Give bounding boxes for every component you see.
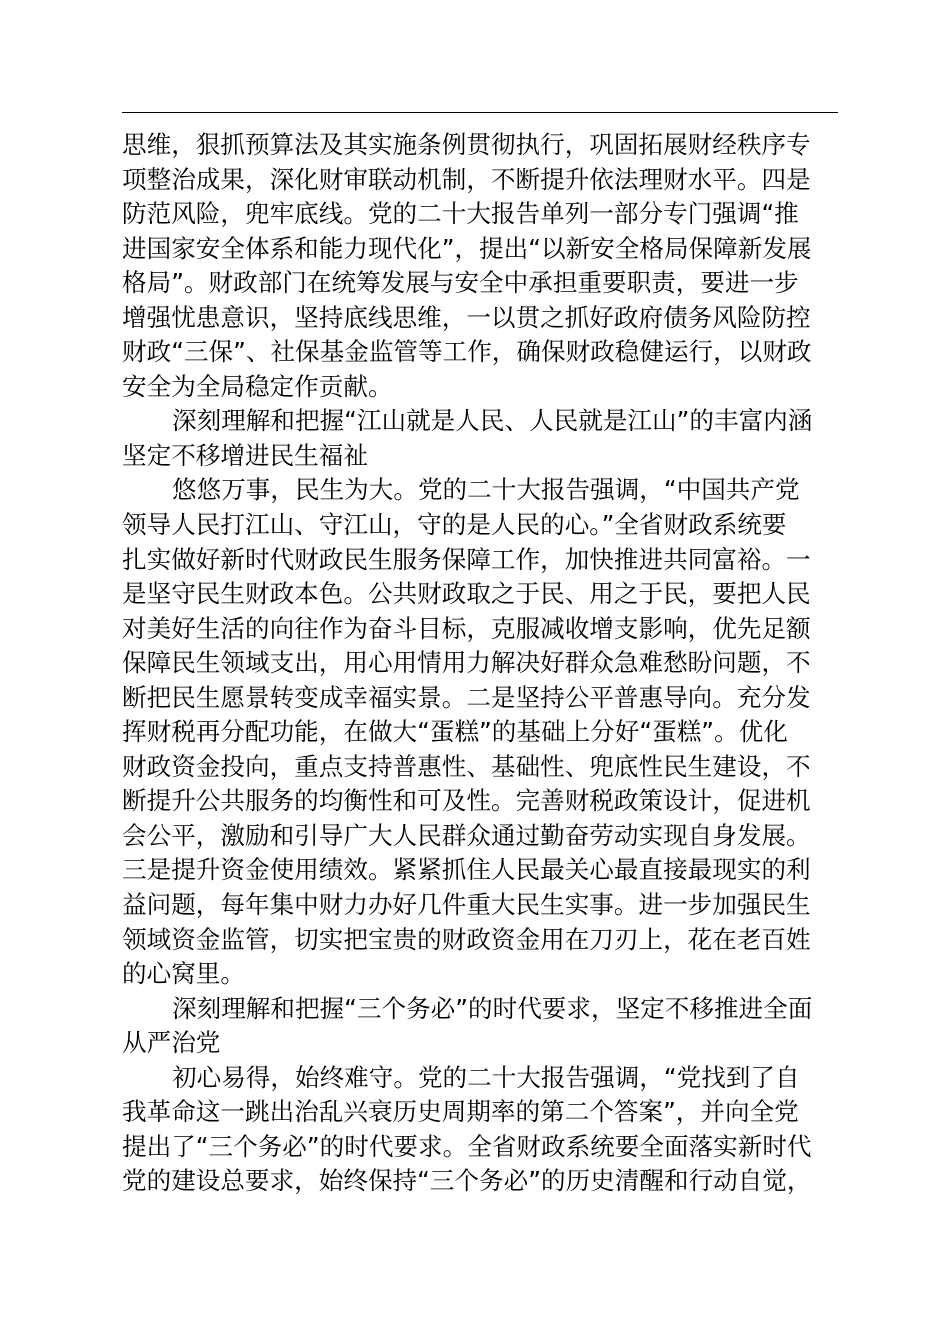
- text-line: 我革命这一跳出治乱兴衰历史周期率的第二个答案”，并向全党: [122, 1097, 799, 1127]
- text-line: 项整治成果，深化财审联动机制，不断提升依法理财水平。四是: [122, 164, 811, 194]
- text-line: 断提升公共服务的均衡性和可及性。完善财税政策设计，促进机: [122, 786, 811, 816]
- body-text: [122, 128, 838, 1199]
- header-rule: [122, 112, 838, 113]
- text-line: 初心易得，始终难守。党的二十大报告强调，“党找到了自: [172, 1062, 800, 1092]
- text-line: 保障民生领域支出，用心用情用力解决好群众急难愁盼问题，不: [122, 648, 811, 678]
- text-line: 挥财税再分配功能，在做大“蛋糕”的基础上分好“蛋糕”。优化: [122, 717, 788, 747]
- text-line: 领域资金监管，切实把宝贵的财政资金用在刀刃上，花在老百姓: [122, 924, 811, 954]
- text-line: 三是提升资金使用绩效。紧紧抓住人民最关心最直接最现实的利: [122, 855, 811, 885]
- text-line: 是坚守民生财政本色。公共财政取之于民、用之于民，要把人民: [122, 579, 811, 609]
- text-line: 深刻理解和把握“江山就是人民、人民就是江山”的丰富内涵: [172, 406, 813, 436]
- text-line: 益问题，每年集中财力办好几件重大民生实事。进一步加强民生: [122, 890, 811, 920]
- text-line: 财政“三保”、社保基金监管等工作，确保财政稳健运行，以财政: [122, 337, 812, 367]
- text-line: 安全为全局稳定作贡献。: [122, 371, 393, 401]
- text-line: 财政资金投向，重点支持普惠性、基础性、兜底性民生建设，不: [122, 751, 811, 781]
- text-line: 深刻理解和把握“三个务必”的时代要求，坚定不移推进全面: [172, 993, 813, 1023]
- text-line: 思维，狠抓预算法及其实施条例贯彻执行，巩固拓展财经秩序专: [122, 130, 811, 159]
- text-line: 扎实做好新时代财政民生服务保障工作，加快推进共同富裕。一: [122, 544, 811, 574]
- text-line: 的心窝里。: [122, 959, 245, 989]
- text-line: 断把民生愿景转变成幸福实景。二是坚持公平普惠导向。充分发: [122, 682, 811, 712]
- text-line: 坚定不移增进民生福祉: [122, 440, 368, 470]
- text-line: 增强忧患意识，坚持底线思维，一以贯之抓好政府债务风险防控: [122, 302, 811, 332]
- text-line: 会公平，激励和引导广大人民群众通过勤奋劳动实现自身发展。: [122, 820, 811, 850]
- text-line: 防范风险，兜牢底线。党的二十大报告单列一部分专门强调“推: [122, 199, 799, 229]
- text-line: 进国家安全体系和能力现代化”，提出“以新安全格局保障新发展: [122, 233, 812, 263]
- text-line: 党的建设总要求，始终保持“三个务必”的历史清醒和行动自觉，: [122, 1166, 812, 1196]
- text-line: 对美好生活的向往作为奋斗目标，克服减收增支影响，优先足额: [122, 613, 811, 643]
- text-line: 领导人民打江山、守江山，守的是人民的心。”全省财政系统要: [122, 510, 787, 540]
- text-line: 提出了“三个务必”的时代要求。全省财政系统要全面落实新时代: [122, 1131, 812, 1161]
- text-line: 从严治党: [122, 1028, 221, 1058]
- text-line: 格局”。财政部门在统筹发展与安全中承担重要职责，要进一步: [122, 268, 799, 298]
- text-line: 悠悠万事，民生为大。党的二十大报告强调，“中国共产党: [172, 475, 800, 505]
